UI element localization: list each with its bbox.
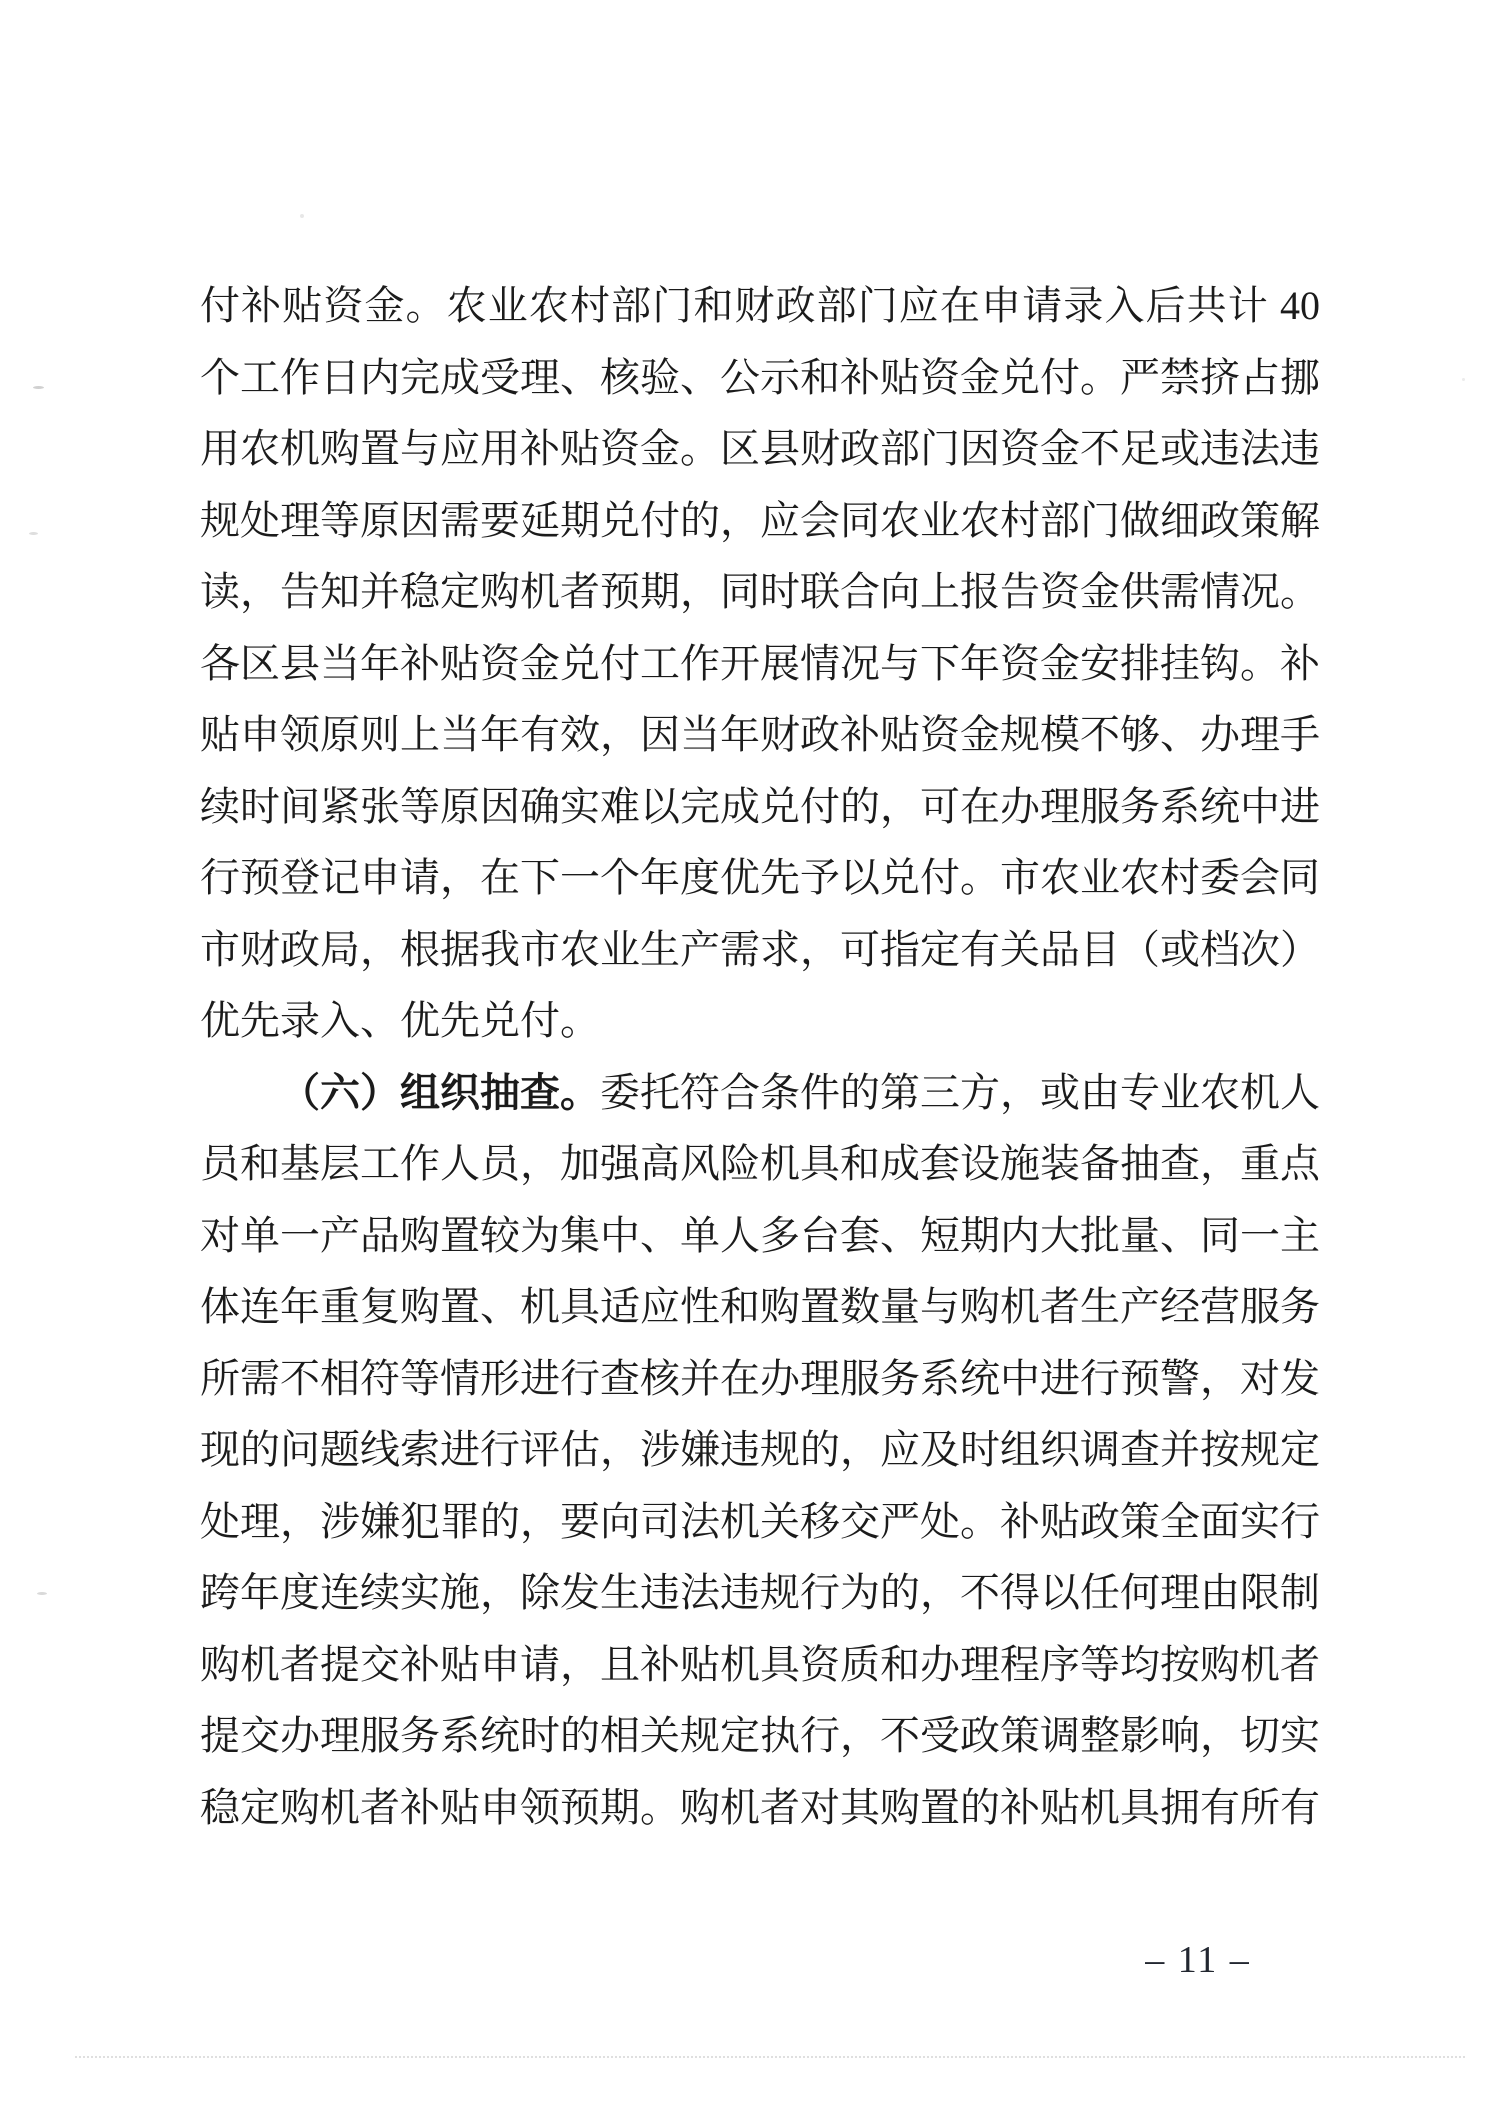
text-line: 体连年重复购置、机具适应性和购置数量与购机者生产经营服务 — [200, 1284, 1320, 1329]
text-line: 用农机购置与应用补贴资金。区县财政部门因资金不足或违法违 — [200, 426, 1320, 471]
scan-speck — [1462, 378, 1465, 381]
text-line: 所需不相符等情形进行查核并在办理服务系统中进行预警，对发 — [200, 1355, 1320, 1401]
text-line: 市财政局，根据我市农业生产需求，可指定有关品目（或档次） — [200, 926, 1320, 972]
text-line: 付补贴资金。农业农村部门和财政部门应在申请录入后共计 40 — [200, 283, 1320, 328]
text-line: 续时间紧张等原因确实难以完成兑付的，可在办理服务系统中进 — [200, 783, 1320, 829]
text-line: 现的问题线索进行评估，涉嫌违规的，应及时组织调查并按规定 — [200, 1427, 1320, 1472]
section-heading: （六）组织抽查。 — [280, 1069, 600, 1115]
text-line: 读，告知并稳定购机者预期，同时联合向上报告资金供需情况。 — [200, 569, 1320, 614]
scan-speck — [33, 386, 44, 389]
text-line: 处理，涉嫌犯罪的，要向司法机关移交严处。补贴政策全面实行 — [200, 1498, 1320, 1544]
page-number: – 11 – — [1145, 1939, 1251, 1981]
paragraph-end-line: 优先录入、优先兑付。 — [200, 998, 600, 1043]
text-line: 规处理等原因需要延期兑付的，应会同农业农村部门做细政策解 — [200, 497, 1320, 543]
text-line: 购机者提交补贴申请，且补贴机具资质和办理程序等均按购机者 — [200, 1641, 1320, 1687]
text-line: 员和基层工作人员，加强高风险机具和成套设施装备抽查，重点 — [200, 1141, 1320, 1186]
scan-line-artifact — [75, 2056, 1465, 2058]
text-line: 行预登记申请，在下一个年度优先予以兑付。市农业农村委会同 — [200, 855, 1320, 900]
scan-speck — [300, 214, 304, 218]
text-line: 各区县当年补贴资金兑付工作开展情况与下年资金安排挂钩。补 — [200, 640, 1320, 686]
scan-speck — [37, 1592, 47, 1595]
section-heading-line — [200, 1057, 1320, 1129]
text-line: 跨年度连续实施，除发生违法违规行为的，不得以任何理由限制 — [200, 1570, 1320, 1615]
text-line: 委托符合条件的第三方，或由专业农机人 — [600, 1069, 1320, 1115]
text-line: 对单一产品购置较为集中、单人多台套、短期内大批量、同一主 — [200, 1212, 1320, 1258]
text-line: 提交办理服务系统时的相关规定执行，不受政策调整影响，切实 — [200, 1713, 1320, 1758]
text-line: 稳定购机者补贴申领预期。购机者对其购置的补贴机具拥有所有 — [200, 1784, 1320, 1830]
text-line: 贴申领原则上当年有效，因当年财政补贴资金规模不够、办理手 — [200, 712, 1320, 757]
document-body-text — [200, 270, 1320, 1843]
text-line: 个工作日内完成受理、核验、公示和补贴资金兑付。严禁挤占挪 — [200, 354, 1320, 400]
scan-speck — [29, 532, 38, 535]
